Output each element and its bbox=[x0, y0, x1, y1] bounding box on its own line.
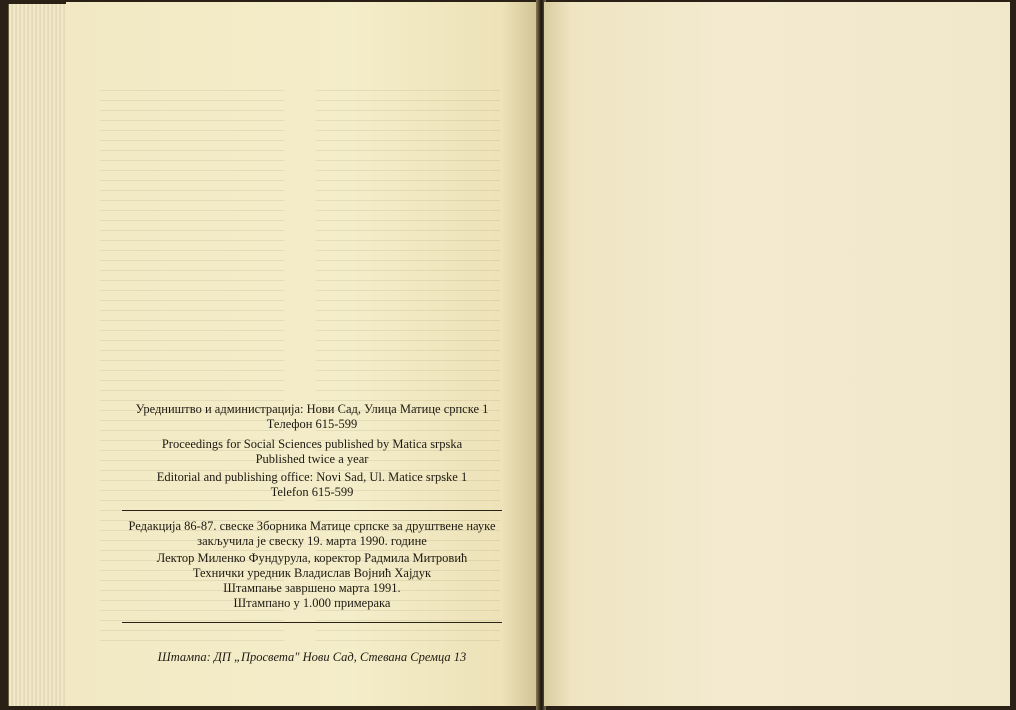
editorial-board-note: Редакција 86-87. свеске Зборника Матице српске за друштвене науке bbox=[128, 519, 496, 533]
divider-bottom bbox=[122, 622, 502, 623]
print-run-block bbox=[120, 596, 504, 611]
editorial-en-block bbox=[120, 470, 504, 500]
print-run: Штампано у 1.000 примерака bbox=[233, 596, 391, 610]
proceedings-title: Proceedings for Social Sciences published by Matica srpska bbox=[161, 437, 463, 451]
technical-editor: Технички уредник Владислав Војнић Хајдук bbox=[192, 566, 432, 580]
editorial-office-block bbox=[120, 402, 504, 432]
editorial-en-phone: Telefon 615-599 bbox=[270, 485, 354, 499]
editorial-office-address: Уредништво и администрација: Нови Сад, Улица Матице српске 1 bbox=[135, 402, 489, 416]
editorial-board-date: закључила је свеску 19. марта 1990. године bbox=[197, 534, 427, 548]
proceedings-block bbox=[120, 437, 504, 467]
printer-info: Штампа: ДП „Просвета" Нови Сад, Стевана Сремца 13 bbox=[157, 650, 467, 664]
editorial-office-phone: Телефон 615-599 bbox=[266, 417, 358, 431]
proofreader-credits: Лектор Миленко Фундурула, коректор Радмила Митровић bbox=[156, 551, 468, 565]
editorial-board-block bbox=[120, 519, 504, 549]
right-page-blank bbox=[544, 2, 1010, 706]
publication-frequency: Published twice a year bbox=[255, 452, 369, 466]
page-edges bbox=[8, 4, 71, 706]
editorial-en-address: Editorial and publishing office: Novi Sad, Ul. Matice srpske 1 bbox=[156, 470, 468, 484]
credits-block bbox=[120, 551, 504, 596]
divider-top bbox=[122, 510, 502, 511]
printing-completed: Штампање завршено марта 1991. bbox=[223, 581, 401, 595]
